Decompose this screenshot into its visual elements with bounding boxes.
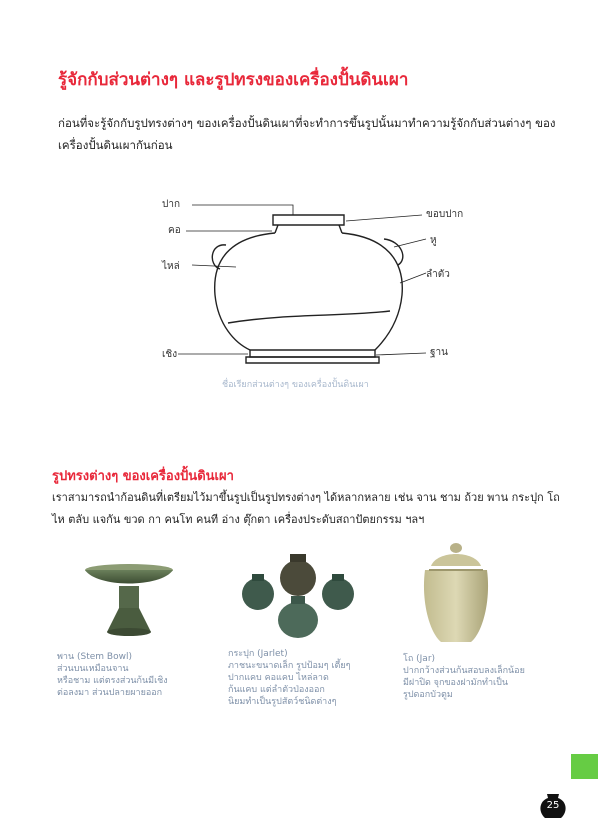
caption-line: ปากแคบ คอแคบ ไหล่ลาด: [228, 673, 329, 683]
caption-line: หรือชาม แต่ตรงส่วนก้นมีเชิง: [57, 676, 168, 686]
label-base: ฐาน: [430, 347, 448, 358]
label-body: ลำตัว: [426, 269, 450, 280]
caption-line: ก้นแคบ แต่ลำตัวป่องออก: [228, 685, 325, 695]
label-mouth: ปาก: [162, 199, 181, 210]
caption-line: นิยมทำเป็นรูปสัตว์ชนิดต่างๆ: [228, 697, 337, 707]
section-title: รูปทรงต่างๆ ของเครื่องปั้นดินเผา: [52, 469, 234, 484]
caption-line: พาน (Stem Bowl): [57, 652, 132, 662]
stem-bowl-caption: [57, 651, 207, 699]
caption-line: มีฝาปิด จุกของฝามักทำเป็น: [403, 678, 508, 688]
jarlet-caption: [228, 648, 378, 708]
chapter-tab: [571, 754, 598, 779]
page-title: รู้จักกับส่วนต่างๆ และรูปทรงของเครื่องปั้นดินเผา: [58, 70, 409, 90]
label-shoulder: ไหล่: [162, 261, 180, 272]
caption-line: ปากกว้างส่วนก้นสอบลงเล็กน้อย: [403, 666, 525, 676]
stem-bowl-photo: [57, 548, 202, 644]
pottery-parts-diagram: [150, 185, 464, 375]
caption-line: รูปดอกบัวตูม: [403, 690, 453, 700]
jar-caption: [403, 653, 553, 701]
caption-line: โถ (Jar): [403, 654, 436, 664]
label-ear: หู: [430, 235, 437, 246]
pot-drawing: [150, 185, 460, 375]
caption-line: ต่อลงมา ส่วนปลายผายออก: [57, 688, 163, 698]
diagram-caption: ชื่อเรียกส่วนต่างๆ ของเครื่องปั้นดินเผา: [222, 380, 369, 390]
label-rim: ขอบปาก: [426, 209, 464, 220]
section-paragraph: เราสามารถนำก้อนดินที่เตรียมไว้มาขึ้นรูปเป็นรูปทรงต่างๆ ได้หลากหลาย เช่น จาน ชาม ถ้วย พาน กระปุก โถ ไห ตลับ แจกัน ขวด กา คนโท คนที อ่าง ตุ๊กตา เครื่องประดับสถาปัตยกรรม ฯลฯ: [52, 491, 560, 526]
label-base-foot: เชิง: [162, 349, 178, 360]
intro-paragraph: ก่อนที่จะรู้จักกับรูปทรงต่างๆ ของเครื่องปั้นดินเผาที่จะทำการขึ้นรูปนั้นมาทำความรู้จักกับส่วนต่างๆ ของเครื่องปั้นดินเผากันก่อน: [58, 116, 556, 152]
caption-line: ภาชนะขนาดเล็ก รูปป้อมๆ เตี้ยๆ: [228, 661, 351, 671]
jarlets-photo: [234, 548, 366, 644]
page-number: 25: [546, 800, 560, 811]
caption-line: ส่วนบนเหมือนจาน: [57, 664, 129, 674]
caption-line: กระปุก (Jarlet): [228, 649, 288, 659]
label-neck: คอ: [168, 225, 181, 236]
lidded-jar-photo: [411, 540, 501, 648]
